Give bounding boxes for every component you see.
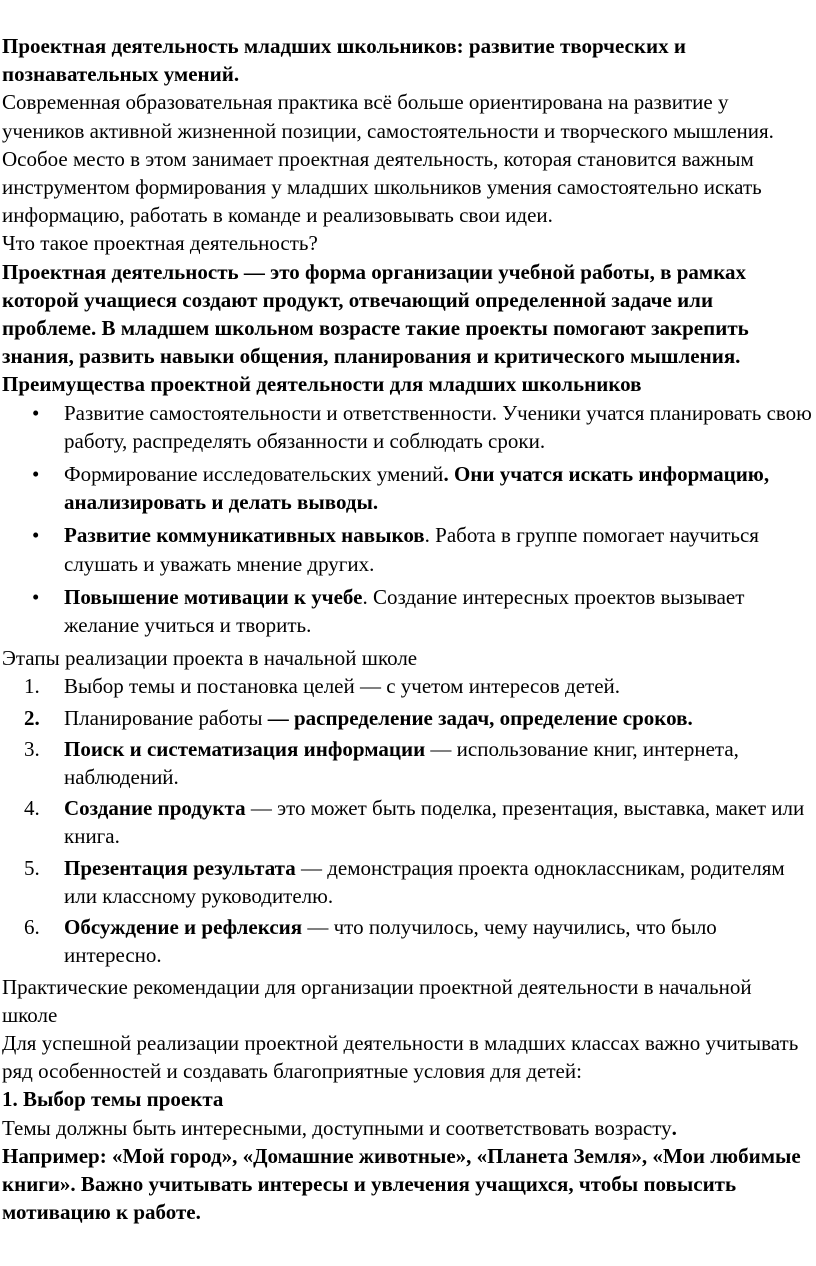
list-item-lead: Развитие коммуникативных навыков bbox=[64, 523, 425, 548]
list-item-bold-tail: — распределение задач, определение сроков. bbox=[267, 705, 693, 730]
bullet-marker: • bbox=[32, 584, 40, 609]
list-item-text: . Работа в группе помогает научиться слушать и уважать мнение других. bbox=[64, 523, 759, 576]
list-item-text: Формирование исследовательских умений bbox=[64, 462, 444, 487]
list-item bbox=[2, 521, 812, 577]
list-number: 2. bbox=[24, 705, 40, 730]
list-item-text: — что получилось, чему научились, что было интересно. bbox=[64, 915, 717, 968]
definition-paragraph: Проектная деятельность — это форма организации учебной работы, в рамках которой учащиеся создают продукт, отвечающий определенной задаче или проблеме. В младшем школьном возрасте такие проекты помогают закрепить знания, развить навыки общения, планирования и критического мышления. bbox=[2, 259, 749, 369]
list-item bbox=[2, 672, 812, 700]
topic-heading: 1. Выбор темы проекта bbox=[2, 1087, 224, 1112]
stages-list bbox=[2, 672, 812, 969]
list-item bbox=[2, 735, 812, 791]
list-item bbox=[2, 583, 812, 639]
topic-text-dot: . bbox=[671, 1115, 677, 1140]
list-number: 4. bbox=[24, 796, 40, 821]
recommendations-intro: Для успешной реализации проектной деятельности в младших классах важно учитывать ряд особенностей и создавать благоприятные условия для детей: bbox=[2, 1030, 799, 1084]
advantages-heading: Преимущества проектной деятельности для младших школьников bbox=[2, 372, 642, 397]
list-item bbox=[2, 399, 812, 455]
list-item-lead: Презентация результата bbox=[64, 855, 296, 880]
topic-text: Темы должны быть интересными, доступными и соответствовать возрасту bbox=[2, 1115, 672, 1140]
list-item-text: Выбор темы и постановка целей — с учетом интересов детей. bbox=[64, 674, 621, 699]
what-is-heading: Что такое проектная деятельность? bbox=[2, 231, 318, 256]
intro-paragraph: Современная образовательная практика всё больше ориентирована на развитие у учеников активной жизненной позиции, самостоятельности и творческого мышления. Особое место в этом занимает проектная деятельность, которая становится важным инструментом формирования у младших школьников умения самостоятельно искать информацию, работать в команде и реализовывать свои идеи. bbox=[2, 90, 774, 228]
list-item bbox=[2, 794, 812, 850]
list-number: 6. bbox=[24, 915, 40, 940]
bullet-marker: • bbox=[32, 462, 40, 487]
list-item-lead: Создание продукта bbox=[64, 796, 246, 821]
list-item bbox=[2, 913, 812, 969]
list-number: 1. bbox=[24, 674, 40, 699]
stages-heading: Этапы реализации проекта в начальной школе bbox=[2, 646, 418, 671]
list-item-text: — это может быть поделка, презентация, выставка, макет или книга. bbox=[64, 796, 805, 849]
topic-paragraph bbox=[2, 1114, 812, 1142]
list-item-text: — демонстрация проекта одноклассникам, родителям или классному руководителю. bbox=[64, 855, 785, 908]
list-item bbox=[2, 704, 812, 732]
list-item-lead: Обсуждение и рефлексия bbox=[64, 915, 303, 940]
list-item-text: Планирование работы bbox=[64, 705, 268, 730]
topic-example: Например: «Мой город», «Домашние животные», «Планета Земля», «Мои любимые книги». Важно учитывать интересы и увлечения учащихся, чтобы повысить мотивацию к работе. bbox=[2, 1143, 801, 1225]
list-item-lead: Повышение мотивации к учебе bbox=[64, 584, 363, 609]
list-item-text: . Создание интересных проектов вызывает желание учиться и творить. bbox=[64, 584, 745, 638]
list-item-bold-tail: . Они учатся искать информацию, анализировать и делать выводы. bbox=[64, 462, 770, 515]
list-item-text: Развитие самостоятельности и ответственности. Ученики учатся планировать свою работу, распределять обязанности и соблюдать сроки. bbox=[64, 400, 812, 453]
list-item bbox=[2, 854, 812, 910]
list-item-text: — использование книг, интернета, наблюдений. bbox=[64, 736, 739, 790]
bullet-marker: • bbox=[32, 523, 40, 548]
list-number: 3. bbox=[24, 736, 40, 761]
bullet-marker: • bbox=[32, 400, 40, 425]
list-number: 5. bbox=[24, 855, 40, 880]
recommendations-heading: Практические рекомендации для организации проектной деятельности в начальной школе bbox=[2, 974, 752, 1027]
list-item-lead: Поиск и систематизация информации bbox=[64, 736, 426, 761]
document-title: Проектная деятельность младших школьников: развитие творческих и познавательных умений. bbox=[2, 34, 686, 87]
advantages-list bbox=[2, 399, 812, 640]
list-item bbox=[2, 460, 812, 516]
